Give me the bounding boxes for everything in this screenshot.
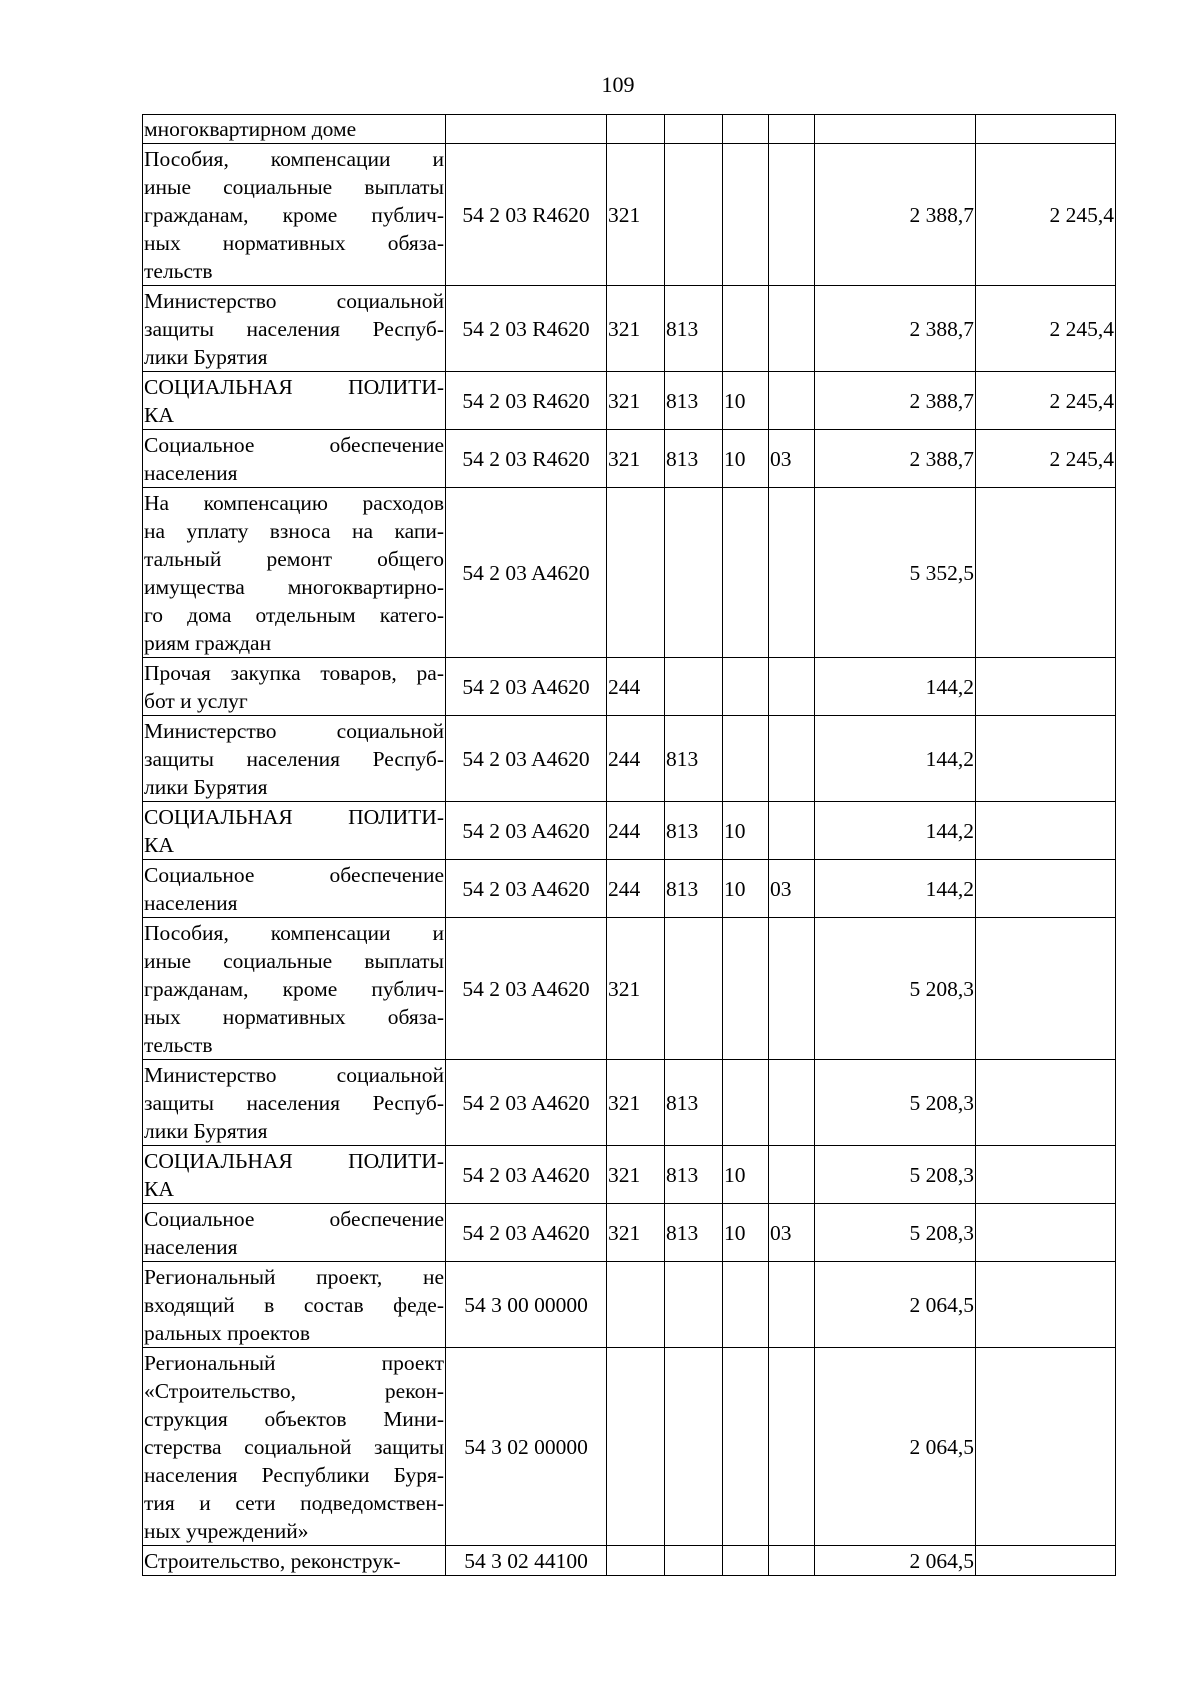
- ministry-code-cell: [665, 1546, 723, 1576]
- item-name-cell: [143, 286, 446, 372]
- subsection-cell: [769, 1546, 815, 1576]
- ministry-code-cell: [665, 488, 723, 658]
- section-cell: [723, 716, 769, 802]
- item-name-line: Министерство социальной: [144, 1062, 444, 1087]
- table-row: [143, 860, 1116, 918]
- amount-cell-1: [815, 115, 976, 144]
- item-name-line: лики Бурятия: [144, 774, 268, 799]
- amount-cell-2: [976, 716, 1116, 802]
- item-name-cell: [143, 716, 446, 802]
- subsection-cell: [769, 144, 815, 286]
- amount-cell-1: 2 388,7: [815, 144, 976, 286]
- item-name-line: стерства социальной защиты: [144, 1434, 444, 1459]
- expense-type-cell: [607, 1348, 665, 1546]
- amount-cell-2: 2 245,4: [976, 144, 1116, 286]
- item-name-line: иные социальные выплаты: [144, 174, 444, 199]
- budget-code-cell: 54 2 03 A4620: [446, 716, 607, 802]
- amount-cell-1: 2 064,5: [815, 1348, 976, 1546]
- item-name-line: тальный ремонт общего: [144, 546, 444, 571]
- section-cell: [723, 918, 769, 1060]
- item-name-line: СОЦИАЛЬНАЯ ПОЛИТИ-: [144, 804, 444, 829]
- expense-type-cell: 321: [607, 286, 665, 372]
- subsection-cell: [769, 802, 815, 860]
- item-name-line: тельств: [144, 258, 213, 283]
- item-name-cell: [143, 1204, 446, 1262]
- amount-cell-1: 144,2: [815, 658, 976, 716]
- section-cell: 10: [723, 1146, 769, 1204]
- item-name-line: иные социальные выплаты: [144, 948, 444, 973]
- item-name-cell: [143, 144, 446, 286]
- amount-cell-1: 144,2: [815, 716, 976, 802]
- expense-type-cell: 244: [607, 860, 665, 918]
- ministry-code-cell: 813: [665, 802, 723, 860]
- section-cell: [723, 115, 769, 144]
- amount-cell-1: 2 388,7: [815, 372, 976, 430]
- item-name-line: КА: [144, 832, 174, 857]
- item-name-line: населения: [144, 890, 238, 915]
- item-name-line: СОЦИАЛЬНАЯ ПОЛИТИ-: [144, 374, 444, 399]
- table-row: [143, 430, 1116, 488]
- ministry-code-cell: 813: [665, 430, 723, 488]
- subsection-cell: [769, 372, 815, 430]
- item-name-cell: [143, 1060, 446, 1146]
- ministry-code-cell: [665, 918, 723, 1060]
- expense-type-cell: 321: [607, 430, 665, 488]
- table-row: [143, 144, 1116, 286]
- amount-cell-2: [976, 488, 1116, 658]
- subsection-cell: 03: [769, 860, 815, 918]
- item-name-line: тельств: [144, 1032, 213, 1057]
- table-row: [143, 1204, 1116, 1262]
- section-cell: 10: [723, 372, 769, 430]
- subsection-cell: 03: [769, 430, 815, 488]
- amount-cell-2: [976, 860, 1116, 918]
- item-name-cell: [143, 1146, 446, 1204]
- budget-table-body: [143, 115, 1116, 1576]
- section-cell: [723, 658, 769, 716]
- table-row: [143, 115, 1116, 144]
- item-name-line: Региональный проект: [144, 1350, 444, 1375]
- budget-code-cell: 54 2 03 A4620: [446, 1204, 607, 1262]
- amount-cell-1: 5 208,3: [815, 1060, 976, 1146]
- item-name-cell: [143, 488, 446, 658]
- budget-code-cell: 54 2 03 A4620: [446, 802, 607, 860]
- item-name-line: населения Республики Буря-: [144, 1462, 444, 1487]
- amount-cell-2: [976, 918, 1116, 1060]
- amount-cell-2: [976, 1546, 1116, 1576]
- item-name-line: КА: [144, 402, 174, 427]
- expense-type-cell: 321: [607, 144, 665, 286]
- item-name-line: Пособия, компенсации и: [144, 920, 444, 945]
- expense-type-cell: 244: [607, 658, 665, 716]
- amount-cell-2: [976, 1348, 1116, 1546]
- item-name-line: «Строительство, рекон-: [144, 1378, 444, 1403]
- item-name-line: защиты населения Респуб-: [144, 746, 444, 771]
- table-row: [143, 658, 1116, 716]
- subsection-cell: [769, 488, 815, 658]
- subsection-cell: [769, 286, 815, 372]
- item-name-line: населения: [144, 1234, 238, 1259]
- item-name-line: Министерство социальной: [144, 718, 444, 743]
- ministry-code-cell: 813: [665, 860, 723, 918]
- item-name-line: ральных проектов: [144, 1320, 311, 1345]
- amount-cell-1: 2 064,5: [815, 1262, 976, 1348]
- item-name-line: гражданам, кроме публич-: [144, 976, 444, 1001]
- amount-cell-1: 2 064,5: [815, 1546, 976, 1576]
- ministry-code-cell: 813: [665, 1204, 723, 1262]
- item-name-cell: [143, 1546, 446, 1576]
- item-name-line: лики Бурятия: [144, 1118, 268, 1143]
- table-row: [143, 1546, 1116, 1576]
- item-name-cell: [143, 1262, 446, 1348]
- amount-cell-1: 5 208,3: [815, 1204, 976, 1262]
- section-cell: 10: [723, 802, 769, 860]
- item-name-line: СОЦИАЛЬНАЯ ПОЛИТИ-: [144, 1148, 444, 1173]
- section-cell: [723, 1348, 769, 1546]
- subsection-cell: [769, 918, 815, 1060]
- item-name-line: ных нормативных обяза-: [144, 1004, 444, 1029]
- subsection-cell: [769, 1348, 815, 1546]
- budget-code-cell: 54 2 03 A4620: [446, 658, 607, 716]
- expense-type-cell: 244: [607, 802, 665, 860]
- table-row: [143, 286, 1116, 372]
- item-name-line: Социальное обеспечение: [144, 432, 444, 457]
- budget-code-cell: [446, 115, 607, 144]
- item-name-line: тия и сети подведомствен-: [144, 1490, 444, 1515]
- ministry-code-cell: [665, 144, 723, 286]
- ministry-code-cell: [665, 658, 723, 716]
- section-cell: [723, 488, 769, 658]
- section-cell: [723, 286, 769, 372]
- ministry-code-cell: 813: [665, 716, 723, 802]
- item-name-line: Строительство, реконструк-: [144, 1548, 401, 1573]
- item-name-line: го дома отдельным катего-: [144, 602, 444, 627]
- amount-cell-2: [976, 658, 1116, 716]
- item-name-line: На компенсацию расходов: [144, 490, 444, 515]
- ministry-code-cell: 813: [665, 1060, 723, 1146]
- item-name-line: Региональный проект, не: [144, 1264, 444, 1289]
- section-cell: 10: [723, 1204, 769, 1262]
- amount-cell-2: [976, 802, 1116, 860]
- item-name-line: Социальное обеспечение: [144, 862, 444, 887]
- budget-table: [142, 114, 1116, 1576]
- amount-cell-1: 2 388,7: [815, 430, 976, 488]
- budget-code-cell: 54 2 03 R4620: [446, 372, 607, 430]
- subsection-cell: 03: [769, 1204, 815, 1262]
- item-name-line: входящий в состав феде-: [144, 1292, 444, 1317]
- ministry-code-cell: 813: [665, 372, 723, 430]
- amount-cell-2: [976, 1204, 1116, 1262]
- subsection-cell: [769, 1262, 815, 1348]
- amount-cell-2: 2 245,4: [976, 372, 1116, 430]
- item-name-cell: [143, 115, 446, 144]
- budget-code-cell: 54 3 00 00000: [446, 1262, 607, 1348]
- subsection-cell: [769, 1146, 815, 1204]
- expense-type-cell: 244: [607, 716, 665, 802]
- expense-type-cell: [607, 1262, 665, 1348]
- subsection-cell: [769, 716, 815, 802]
- table-row: [143, 918, 1116, 1060]
- ministry-code-cell: [665, 1262, 723, 1348]
- table-row: [143, 488, 1116, 658]
- page-number: 109: [601, 72, 635, 97]
- item-name-line: многоквартирном доме: [144, 117, 357, 141]
- amount-cell-1: 2 388,7: [815, 286, 976, 372]
- item-name-line: Министерство социальной: [144, 288, 444, 313]
- item-name-line: бот и услуг: [144, 688, 248, 713]
- budget-code-cell: 54 2 03 A4620: [446, 488, 607, 658]
- ministry-code-cell: [665, 1348, 723, 1546]
- amount-cell-1: 144,2: [815, 802, 976, 860]
- table-row: [143, 1146, 1116, 1204]
- amount-cell-2: 2 245,4: [976, 430, 1116, 488]
- table-row: [143, 1262, 1116, 1348]
- item-name-line: имущества многоквартирно-: [144, 574, 444, 599]
- item-name-line: защиты населения Респуб-: [144, 1090, 444, 1115]
- section-cell: [723, 1262, 769, 1348]
- item-name-line: Прочая закупка товаров, ра-: [144, 660, 444, 685]
- amount-cell-2: 2 245,4: [976, 286, 1116, 372]
- budget-code-cell: 54 2 03 A4620: [446, 1146, 607, 1204]
- expense-type-cell: 321: [607, 1060, 665, 1146]
- item-name-cell: [143, 658, 446, 716]
- section-cell: [723, 1060, 769, 1146]
- item-name-line: на уплату взноса на капи-: [144, 518, 444, 543]
- item-name-cell: [143, 802, 446, 860]
- item-name-line: лики Бурятия: [144, 344, 268, 369]
- item-name-line: Социальное обеспечение: [144, 1206, 444, 1231]
- table-row: [143, 802, 1116, 860]
- expense-type-cell: 321: [607, 1204, 665, 1262]
- subsection-cell: [769, 658, 815, 716]
- table-row: [143, 1060, 1116, 1146]
- budget-code-cell: 54 2 03 A4620: [446, 860, 607, 918]
- table-row: [143, 1348, 1116, 1546]
- expense-type-cell: [607, 1546, 665, 1576]
- budget-code-cell: 54 2 03 A4620: [446, 1060, 607, 1146]
- item-name-line: риям граждан: [144, 630, 272, 655]
- ministry-code-cell: 813: [665, 286, 723, 372]
- subsection-cell: [769, 115, 815, 144]
- expense-type-cell: 321: [607, 918, 665, 1060]
- item-name-line: населения: [144, 460, 238, 485]
- item-name-line: гражданам, кроме публич-: [144, 202, 444, 227]
- item-name-cell: [143, 372, 446, 430]
- budget-code-cell: 54 2 03 R4620: [446, 144, 607, 286]
- budget-code-cell: 54 2 03 A4620: [446, 918, 607, 1060]
- item-name-line: ных учреждений»: [144, 1518, 309, 1543]
- item-name-line: Пособия, компенсации и: [144, 146, 444, 171]
- section-cell: [723, 144, 769, 286]
- expense-type-cell: [607, 115, 665, 144]
- item-name-line: защиты населения Респуб-: [144, 316, 444, 341]
- table-row: [143, 716, 1116, 802]
- amount-cell-1: 5 208,3: [815, 1146, 976, 1204]
- section-cell: 10: [723, 860, 769, 918]
- budget-code-cell: 54 2 03 R4620: [446, 430, 607, 488]
- item-name-cell: [143, 918, 446, 1060]
- section-cell: [723, 1546, 769, 1576]
- amount-cell-2: [976, 1262, 1116, 1348]
- section-cell: 10: [723, 430, 769, 488]
- budget-code-cell: 54 3 02 00000: [446, 1348, 607, 1546]
- table-row: [143, 372, 1116, 430]
- amount-cell-1: 5 208,3: [815, 918, 976, 1060]
- expense-type-cell: [607, 488, 665, 658]
- item-name-line: струкция объектов Мини-: [144, 1406, 444, 1431]
- item-name-cell: [143, 1348, 446, 1546]
- item-name-line: ных нормативных обяза-: [144, 230, 444, 255]
- ministry-code-cell: 813: [665, 1146, 723, 1204]
- subsection-cell: [769, 1060, 815, 1146]
- item-name-cell: [143, 860, 446, 918]
- expense-type-cell: 321: [607, 372, 665, 430]
- item-name-line: КА: [144, 1176, 174, 1201]
- amount-cell-1: 5 352,5: [815, 488, 976, 658]
- amount-cell-1: 144,2: [815, 860, 976, 918]
- amount-cell-2: [976, 1060, 1116, 1146]
- budget-code-cell: 54 3 02 44100: [446, 1546, 607, 1576]
- expense-type-cell: 321: [607, 1146, 665, 1204]
- budget-code-cell: 54 2 03 R4620: [446, 286, 607, 372]
- item-name-cell: [143, 430, 446, 488]
- amount-cell-2: [976, 115, 1116, 144]
- amount-cell-2: [976, 1146, 1116, 1204]
- ministry-code-cell: [665, 115, 723, 144]
